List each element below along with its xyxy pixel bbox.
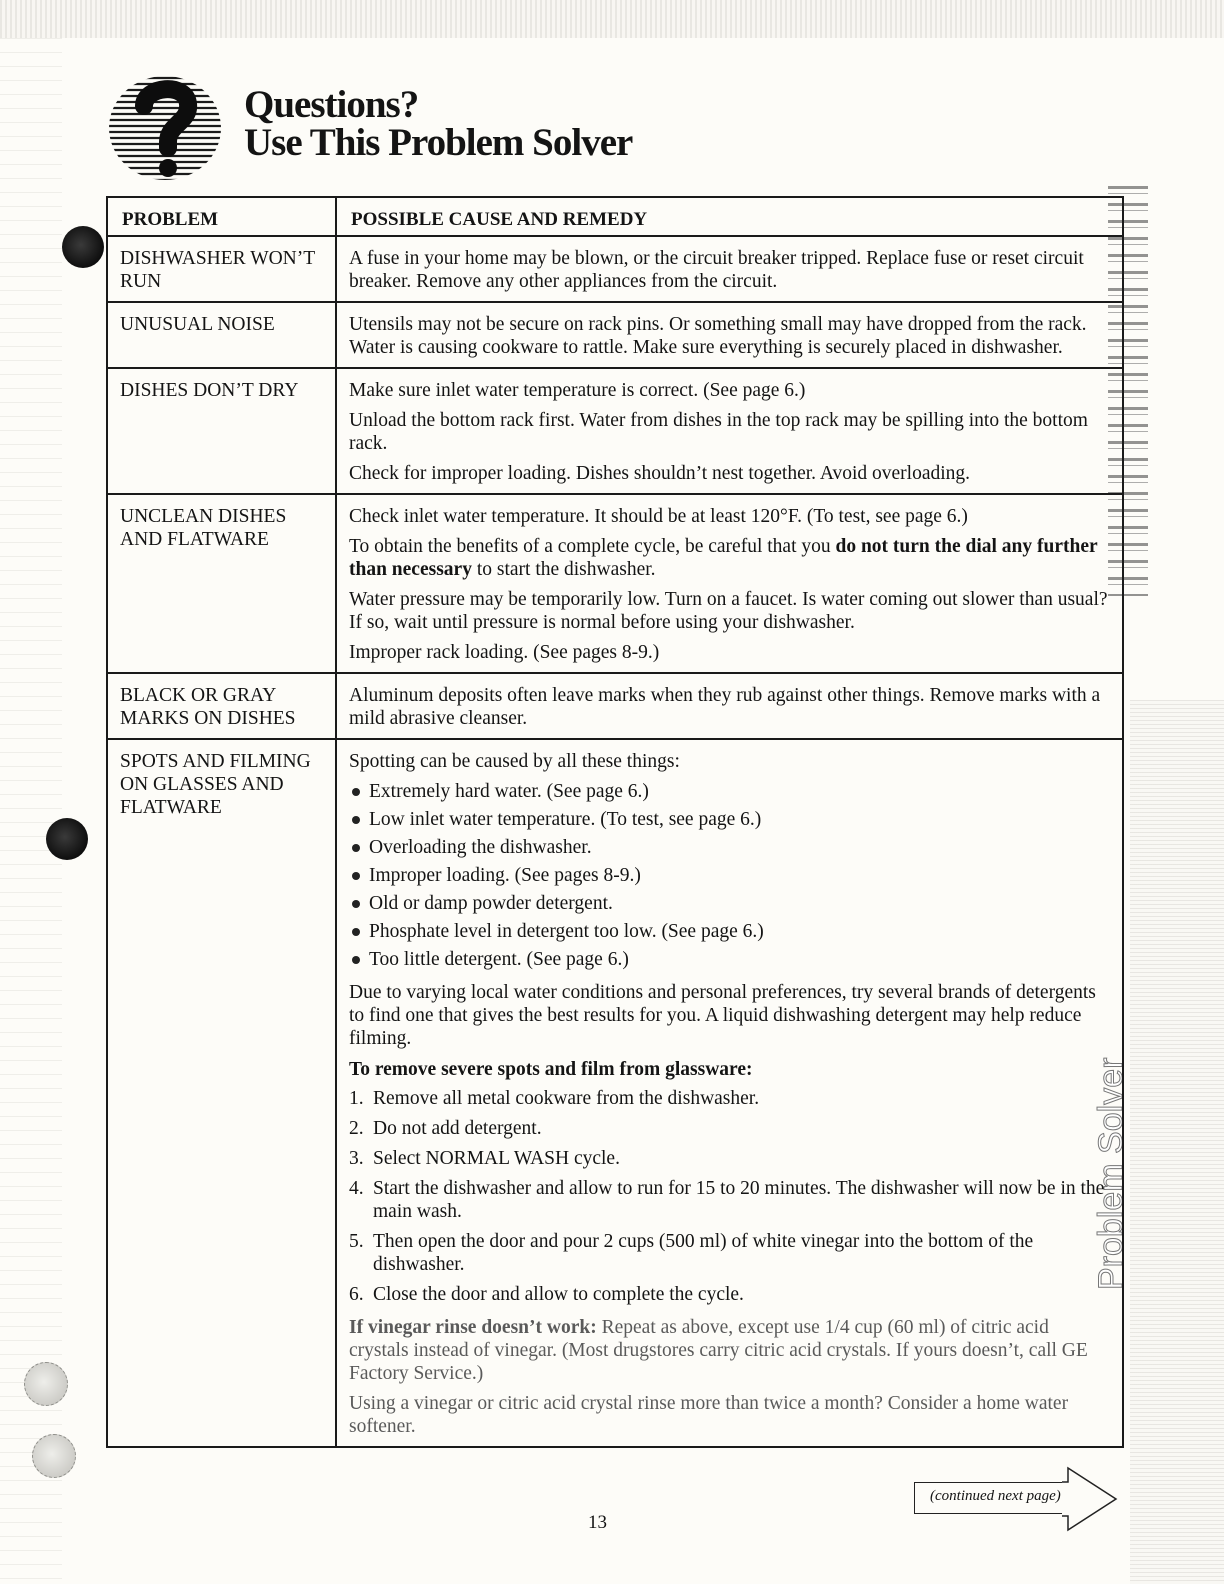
page-number: 13 <box>588 1512 607 1533</box>
continued-next-page <box>914 1466 1124 1532</box>
problem-cell: UNUSUAL NOISE <box>107 302 336 368</box>
step-item <box>349 1230 1112 1276</box>
step-text: Do not add detergent. <box>373 1118 542 1139</box>
remedy-text: Check for improper loading. Dishes shouldn’t nest together. Avoid overloading. <box>349 463 971 484</box>
title-line-1: Questions? <box>244 83 419 126</box>
title-line-2: Use This Problem Solver <box>244 121 633 164</box>
scan-noise-top <box>0 0 1224 38</box>
problem-cell: UNCLEAN DISHES AND FLATWARE <box>107 494 336 673</box>
list-item: Too little detergent. (See page 6.) <box>349 948 1112 971</box>
remedy-cell <box>336 673 1123 739</box>
remedy-text: Make sure inlet water temperature is correct. (See page 6.) <box>349 380 806 401</box>
side-tab-label: Problem Solver <box>1092 1057 1130 1290</box>
binder-hole <box>62 226 104 268</box>
continued-label: (continued next page) <box>930 1488 1061 1504</box>
step-text: Remove all metal cookware from the dishwasher. <box>373 1088 760 1109</box>
problem-cell: DISHES DON’T DRY <box>107 368 336 494</box>
cause-list <box>349 780 1112 971</box>
arrow-right-icon <box>1062 1466 1120 1532</box>
step-text: Then open the door and pour 2 cups (500 ml) of white vinegar into the bottom of the dishwasher. <box>373 1231 1034 1275</box>
remedy-text: Due to varying local water conditions and personal preferences, try several brands of detergents to find one that gives the best results for you. A liquid dishwashing detergent may help reduce filming. <box>349 982 1096 1049</box>
scan-noise-right <box>1130 700 1224 1584</box>
binder-hole <box>46 818 88 860</box>
step-number: 5. <box>349 1231 364 1252</box>
steps-list <box>349 1087 1112 1306</box>
step-item <box>349 1177 1112 1223</box>
remedy-cell <box>336 368 1123 494</box>
step-number: 4. <box>349 1178 364 1199</box>
remedy-text: A fuse in your home may be blown, or the circuit breaker tripped. Replace fuse or reset circuit breaker. Remove any other appliances from the circuit. <box>349 248 1084 292</box>
remedy-text: Aluminum deposits often leave marks when they rub against other things. Remove marks with a mild abrasive cleanser. <box>349 685 1101 729</box>
table-header-row <box>107 197 1123 236</box>
remedy-cell <box>336 236 1123 302</box>
problem-solver-table <box>106 196 1124 1448</box>
list-item: Old or damp powder detergent. <box>349 892 1112 915</box>
step-number: 3. <box>349 1148 364 1169</box>
step-item <box>349 1147 1112 1170</box>
list-item: Overloading the dishwasher. <box>349 836 1112 859</box>
list-item: Improper loading. (See pages 8-9.) <box>349 864 1112 887</box>
step-text: Select NORMAL WASH cycle. <box>373 1148 620 1169</box>
step-number: 2. <box>349 1118 364 1139</box>
severe-spots-heading: To remove severe spots and film from glassware: <box>349 1059 753 1080</box>
column-header-problem: PROBLEM <box>107 197 336 236</box>
remedy-text: Check inlet water temperature. It should be at least 120°F. (To test, see page 6.) <box>349 506 968 527</box>
step-item <box>349 1087 1112 1110</box>
step-text: Close the door and allow to complete the cycle. <box>373 1284 744 1305</box>
vinegar-text: Repeat as above, except use 1/4 cup (60 ml) of citric acid crystals instead of vinegar. (Most drugstores carry citric acid crystals. If yours doesn’t, call GE Factory Service.) <box>349 1317 1088 1384</box>
problem-cell: BLACK OR GRAY MARKS ON DISHES <box>107 673 336 739</box>
scan-noise-left <box>0 38 62 1584</box>
table-row <box>107 494 1123 673</box>
remedy-text-part: to start the dishwasher. <box>471 559 656 580</box>
remedy-text-part: To obtain the benefits of a complete cycle, be careful that you <box>349 536 836 557</box>
step-item <box>349 1117 1112 1140</box>
remedy-text: Water pressure may be temporarily low. Turn on a faucet. Is water coming out slower than usual? If so, wait until pressure is normal before using your dishwasher. <box>349 589 1108 633</box>
remedy-cell <box>336 302 1123 368</box>
binder-hole <box>24 1362 68 1406</box>
remedy-text: Improper rack loading. (See pages 8-9.) <box>349 642 660 663</box>
remedy-emphasis: do not turn the dial any further than necessary <box>349 536 1098 580</box>
remedy-intro: Spotting can be caused by all these things: <box>349 751 680 772</box>
column-header-remedy: POSSIBLE CAUSE AND REMEDY <box>336 197 1123 236</box>
list-item: Extremely hard water. (See page 6.) <box>349 780 1112 803</box>
problem-cell: SPOTS AND FILMING ON GLASSES AND FLATWARE <box>107 739 336 1447</box>
remedy-text <box>349 535 1112 581</box>
remedy-text: Utensils may not be secure on rack pins. Or something small may have dropped from the rack. Water is causing cookware to rattle. Make sure everything is securely placed in dishwasher. <box>349 314 1087 358</box>
table-row <box>107 673 1123 739</box>
page-title <box>244 83 633 164</box>
remedy-text: Unload the bottom rack first. Water from dishes in the top rack may be spilling into the bottom rack. <box>349 410 1088 454</box>
table-row <box>107 236 1123 302</box>
binder-hole <box>32 1434 76 1478</box>
step-text: Start the dishwasher and allow to run for 15 to 20 minutes. The dishwasher will now be in the main wash. <box>373 1178 1105 1222</box>
remedy-text <box>349 1316 1112 1385</box>
step-number: 6. <box>349 1284 364 1305</box>
list-item: Phosphate level in detergent too low. (See page 6.) <box>349 920 1112 943</box>
remedy-text: Using a vinegar or citric acid crystal rinse more than twice a month? Consider a home water softener. <box>349 1393 1069 1437</box>
remedy-cell <box>336 739 1123 1447</box>
list-item: Low inlet water temperature. (To test, see page 6.) <box>349 808 1112 831</box>
step-item <box>349 1283 1112 1306</box>
vinegar-heading: If vinegar rinse doesn’t work: <box>349 1317 597 1338</box>
table-row <box>107 368 1123 494</box>
table-row <box>107 302 1123 368</box>
remedy-cell <box>336 494 1123 673</box>
question-mark-icon <box>106 72 224 184</box>
step-number: 1. <box>349 1088 364 1109</box>
problem-cell: DISHWASHER WON’T RUN <box>107 236 336 302</box>
table-row <box>107 739 1123 1447</box>
